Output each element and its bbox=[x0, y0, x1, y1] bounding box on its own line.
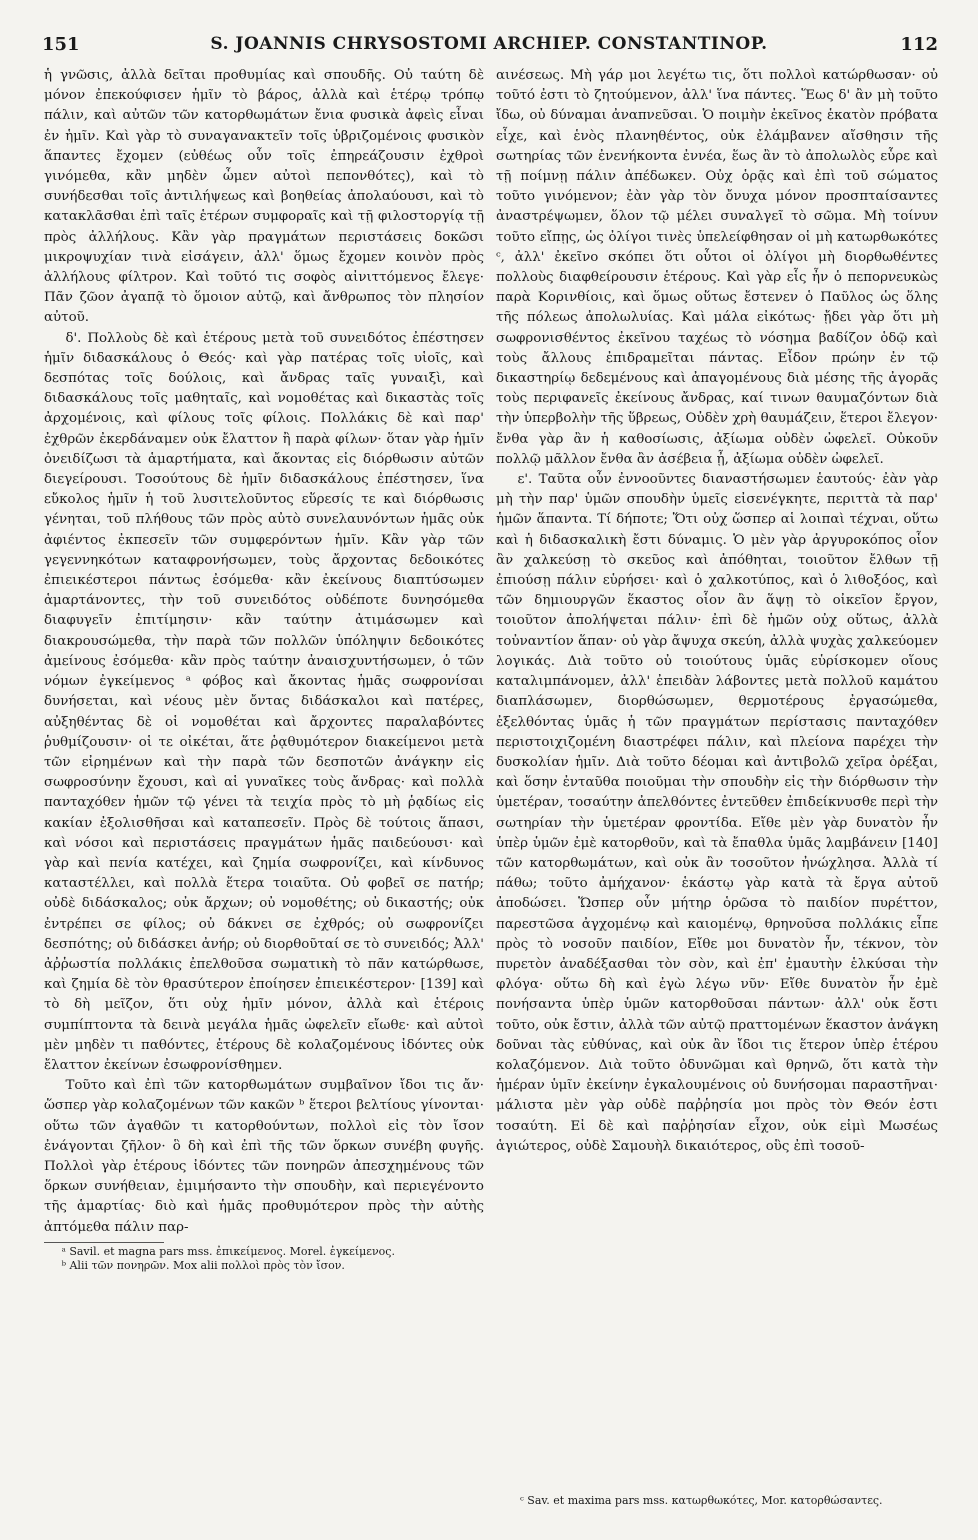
running-header bbox=[0, 34, 978, 60]
page-number-right: 112 bbox=[900, 34, 938, 55]
page-number-left: 151 bbox=[42, 34, 80, 55]
footnote-right bbox=[520, 1494, 940, 1508]
paragraph: δ'. Πολλοὺς δὲ καὶ ἑτέρους μετὰ τοῦ συνειδότος ἐπέστησεν ἡμῖν διδασκάλους ὁ Θεός· καὶ γὰρ πατέρας τοῖς υἱοῖς, καὶ δεσπότας τοῖς δούλοις, καὶ ἄνδρας ταῖς γυναιξὶ, καὶ διδασκάλους τοῖς μαθηταῖς, καὶ νομοθέτας καὶ δικαστὰς τοῖς ἀρχομένοις, καὶ φίλους τοῖς φίλοις. Πολλάκις δὲ καὶ παρ' ἐχθρῶν ἐκερδάναμεν οὐκ ἔλαττον ἢ παρὰ φίλων· ὅταν γὰρ ἡμῖν ὀνειδίζωσι τὰ ἁμαρτήματα, καὶ ἄκοντας εἰς διόρθωσιν αὐτῶν διεγείρουσι. Τοσούτους δὲ ἡμῖν διδασκάλους ἐπέστησεν, ἵνα εὔκολος ἡμῖν ἡ τοῦ λυσιτελοῦντος εὕρεσίς τε καὶ διόρθωσις γένηται, τοῦ πλήθους τῶν πρὸς αὐτὸ συνελαυνόντων ἡμᾶς οὐκ ἀφιέντος ἐκπεσεῖν τῶν συμφερόντων ἡμῖν. Κἂν γὰρ τῶν γεγεννηκότων καταφρονήσωμεν, τοὺς ἄρχοντας δεδοικότες ἐπιεικέστεροι πάντως ἐσόμεθα· κἂν ἐκείνους διαπτύσωμεν ἁμαρτάνοντες, τὴν τοῦ συνειδότος οὐδέποτε δυνησόμεθα διαφυγεῖν ἐπιτίμησιν· κἂν ταύτην ἀτιμάσωμεν καὶ διακρουσώμεθα, τὴν παρὰ τῶν πολλῶν ὑπόληψιν δεδοικότες ἀμείνους ἐσόμεθα· κἂν πρὸς ταύτην ἀναισχυντήσωμεν, ὁ τῶν νόμων ἐγκείμενος ᵃ φόβος καὶ ἄκοντας ἡμᾶς σωφρονίσαι δυνήσεται, καὶ νέους μὲν ὄντας διδάσκαλοι καὶ πατέρες, αὐξηθέντας δὲ οἱ νομοθέται καὶ ἄρχοντες παραλαβόντες ῥυθμίζουσιν· οἱ τε οἰκέται, ἅτε ῥᾳθυμότερον διακείμενοι μετὰ τῶν εἰρημένων καὶ τὴν παρὰ τῶν δεσποτῶν ἀνάγκην εἰς σωφροσύνην ἔχουσι, καὶ αἱ γυναῖκες τοὺς ἄνδρας· καὶ πολλὰ πανταχόθεν ἡμῶν τῷ γένει τὰ τειχία πρὸς τὸ μὴ ῥᾳδίως εἰς κακίαν ἐξολισθῆσαι καὶ καταπεσεῖν. Πρὸς δὲ τούτοις ἅπασι, καὶ νόσοι καὶ περιστάσεις πραγμάτων ἡμᾶς παιδεύουσι· καὶ γὰρ καὶ πενία κατέχει, καὶ ζημία σωφρονίζει, καὶ κίνδυνος καταστέλλει, καὶ πολλὰ ἕτερα τοιαῦτα. Οὐ φοβεῖ σε πατήρ; οὐδὲ διδάσκαλος; οὐκ ἄρχων; οὐ νομοθέτης; οὐ δικαστής; οὐκ ἐντρέπει σε φίλος; οὐ δάκνει σε ἐχθρός; οὐ σωφρονίζει δεσπότης; οὐ διδάσκει ἀνήρ; οὐ διορθοῦταί σε τὸ συνειδός; Ἀλλ' ἀῤῥωστία πολλάκις ἐπελθοῦσα σωματικὴ τὸ πᾶν κατώρθωσε, καὶ ζημία δὲ τὸν θρασύτερον ἐποίησεν ἐπιεικέστερον· [139] καὶ τὸ δὴ μεῖζον, ὅτι οὐχ ἡμῖν μόνον, ἀλλὰ καὶ ἑτέροις συμπίπτοντα τὰ δεινὰ μεγάλα ἡμᾶς ὠφελεῖν εἴωθε· καὶ αὐτοὶ μὲν μηδὲν τι παθόντες, ἑτέρους δὲ κολαζομένους ἰδόντες οὐκ ἔλαττον ἐκείνων ἐσωφρονίσθημεν. bbox=[44, 330, 484, 1073]
left-column bbox=[44, 66, 484, 1273]
running-title: S. JOANNIS CHRYSOSTOMI ARCHIEP. CONSTANTINOP. bbox=[210, 34, 768, 54]
paragraph: ἡ γνῶσις, ἀλλὰ δεῖται προθυμίας καὶ σπουδῆς. Οὐ ταύτη δὲ μόνον ἐπεκούφισεν ἡμῖν τὸ βάρος, ἀλλὰ καὶ ἑτέρῳ τρόπῳ πάλιν, καὶ αὐτῶν τῶν κατορθωμάτων ἔνια φυσικὰ ἀφεὶς εἶναι ἐν ἡμῖν. Καὶ γὰρ τὸ συναγανακτεῖν τοῖς ὑβριζομένοις φυσικὸν ἅπαντες ἔχομεν (εὐθέως οὖν τοῖς ἐπηρεάζουσιν ἐχθροὶ γινόμεθα, κἂν μηδὲν ὦμεν αὐτοὶ πεπονθότες), καὶ τὸ συνήδεσθαι τοῖς ἀντιλήψεως καὶ βοηθείας ἀπολαύουσι, καὶ τὸ κατακλᾶσθαι ἐπὶ ταῖς ἑτέρων συμφοραῖς καὶ τῇ φιλοστοργίᾳ τῇ πρὸς ἀλλήλους. Κἂν γὰρ πραγμάτων περιστάσεις δοκῶσι μικροψυχίαν τινὰ εἰσάγειν, ἀλλ' ὅμως ἔχομεν κοινὸν πρὸς ἀλλήλους φίλτρον. Καὶ τοῦτό τις σοφὸς αἰνιττόμενος ἔλεγε· Πᾶν ζῶον ἀγαπᾷ τὸ ὅμοιον αὐτῷ, καὶ ἄνθρωπος τὸν πλησίον αὐτοῦ. bbox=[44, 68, 484, 326]
paragraph: ε'. Ταῦτα οὖν ἐννοοῦντες διαναστήσωμεν ἑαυτούς· ἐὰν γὰρ μὴ τὴν παρ' ὑμῶν σπουδὴν ὑμεῖς εἰσενέγκητε, περιττὰ τὰ παρ' ἡμῶν ἅπαντα. Τί δήποτε; Ὅτι οὐχ ὥσπερ αἱ λοιπαὶ τέχναι, οὕτω καὶ ἡ διδασκαλικὴ ἔστι δύναμις. Ὁ μὲν γὰρ ἀργυροκόπος οἷον ἂν χαλκεύσῃ τὸ σκεῦος καὶ ἀπόθηται, τοιοῦτον ἔλθων τῇ ἐπιούσῃ πάλιν εὑρήσει· καὶ ὁ χαλκοτύπος, καὶ ὁ λιθοξόος, καὶ τῶν δημιουργῶν ἕκαστος οἷον ἂν ἅψῃ τὸ οἰκεῖον ἔργον, τοιοῦτον ἀπολήψεται πάλιν· ἐπὶ δὲ ἡμῶν οὐχ οὕτως, ἀλλὰ τοὐναντίον ἅπαν· οὐ γὰρ ἄψυχα σκεύη, ἀλλὰ ψυχὰς χαλκεύομεν λογικάς. Διὰ τοῦτο οὐ τοιούτους ὑμᾶς εὑρίσκομεν οἵους καταλιμπάνομεν, ἀλλ' ἐπειδὰν λάβοντες μετὰ πολλοῦ καμάτου διαπλάσωμεν, διορθώσωμεν, θερμοτέρους ἐργασώμεθα, ἐξελθόντας ὑμᾶς ἡ τῶν πραγμάτων περίστασις πανταχόθεν περιστοιχιζομένη διαστρέφει πάλιν, καὶ πλείονα παρέχει τὴν δυσκολίαν ἡμῖν. Διὰ τοῦτο δέομαι καὶ ἀντιβολῶ χεῖρα ὀρέξαι, καὶ ὅσην ἐνταῦθα ποιοῦμαι τὴν σπουδὴν εἰς τὴν διόρθωσιν τὴν ὑμετέραν, τοσαύτην ἀπελθόντες ἐντεῦθεν ἐπιδείκνυσθε περὶ τὴν σωτηρίαν τὴν ὑμετέραν φροντίδα. Εἴθε μὲν γὰρ δυνατὸν ἦν ὑπὲρ ὑμῶν ἐμὲ κατορθοῦν, καὶ τὰ ἔπαθλα ὑμᾶς λαμβάνειν [140] τῶν κατορθωμάτων, καὶ οὐκ ἂν τοσοῦτον ἠνώχλησα. Ἀλλὰ τί πάθω; τοῦτο ἀμήχανον· ἑκάστῳ γὰρ κατὰ τὰ ἔργα αὐτοῦ ἀποδώσει. Ὥσπερ οὖν μήτηρ ὁρῶσα τὸ παιδίον πυρέττον, παρεστῶσα ἀγχομένῳ καὶ καιομένῳ, θρηνοῦσα πολλάκις εἶπε πρὸς τὸ νοσοῦν παιδίον, Εἴθε μοι δυνατὸν ἦν, τέκνον, τὸν πυρετὸν ἀναδέξασθαι τὸν σὸν, καὶ ἐπ' ἐμαυτὴν ἑλκύσαι τὴν φλόγα· οὕτω δὴ καὶ ἐγὼ λέγω νῦν· Εἴθε δυνατὸν ἦν ἐμὲ πονήσαντα ὑπὲρ ὑμῶν κατορθοῦσαι πάντων· ἀλλ' οὐκ ἔστι τοῦτο, οὐκ ἔστιν, ἀλλὰ τῶν αὐτῷ πραττομένων ἕκαστον ἀνάγκη δοῦναι τὰς εὐθύνας, καὶ οὐκ ἂν ἴδοι τις ἕτερον ὑπὲρ ἑτέρου κολαζόμενον. Διὰ τοῦτο ὀδυνῶμαι καὶ θρηνῶ, ὅτι κατὰ τὴν ἡμέραν ὑμῖν ἐκείνην ἐγκαλουμένοις οὐ δυνήσομαι παραστῆναι· μάλιστα μὲν γὰρ οὐδὲ παῤῥησία μοι πρὸς τὸν Θεόν ἐστι τοσαύτη. Εἰ δὲ καὶ παῤῥησίαν εἶχον, οὐκ εἰμὶ Μωσέως ἁγιώτερος, οὐδὲ Σαμουὴλ δικαιότερος, οὓς ἐπὶ τοσοῦ- bbox=[496, 472, 938, 1154]
footnote-rule bbox=[44, 1242, 164, 1243]
paragraph: Τοῦτο καὶ ἐπὶ τῶν κατορθωμάτων συμβαῖνον ἴδοι τις ἄν· ὥσπερ γὰρ κολαζομένων τῶν κακῶν ᵇ ἕτεροι βελτίους γίνονται· οὕτω τῶν ἀγαθῶν τι κατορθούντων, πολλοὶ εἰς τὸν ἴσον ἐνάγονται ζῆλον· ὃ δὴ καὶ ἐπὶ τῆς τῶν ὅρκων συνέβη φυγῆς. Πολλοὶ γὰρ ἑτέρους ἰδόντες τῶν πονηρῶν ἀπεσχημένους τῶν ὅρκων συνήθειαν, ἐμιμήσαντο τὴν σπουδὴν, καὶ περιεγένοντο τῆς ἁμαρτίας· διὸ καὶ ἡμᾶς προθυμότερον πρὸς τὴν αὐτὴς ἀπτόμεθα πάλιν παρ- bbox=[44, 1078, 484, 1235]
footnote: ᵃ Savil. et magna pars mss. ἐπικείμενος. Morel. ἐγκείμενος. bbox=[61, 1244, 395, 1258]
footnote: ᵇ Alii τῶν πονηρῶν. Mox alii πολλοὶ πρὸς τὸν ἴσον. bbox=[61, 1258, 345, 1272]
footnote: ᶜ Sav. et maxima pars mss. κατωρθωκότες, Mor. κατορθώσαντες. bbox=[520, 1494, 883, 1507]
right-column bbox=[496, 66, 938, 1157]
paragraph: αινέσεως. Μὴ γάρ μοι λεγέτω τις, ὅτι πολλοὶ κατώρθωσαν· οὐ τοῦτό ἐστι τὸ ζητούμενον, ἀλλ' ἵνα πάντες. Ἕως δ' ἂν μὴ τοῦτο ἴδω, οὐ δύναμαι ἀναπνεῦσαι. Ὁ ποιμὴν ἐκεῖνος ἑκατὸν πρόβατα εἶχε, καὶ ἑνὸς πλανηθέντος, οὐκ ἐλάμβανεν αἴσθησιν τῆς σωτηρίας τῶν ἐνενήκοντα ἐννέα, ἕως ἂν τὸ ἀπολωλὸς εὗρε καὶ τῇ ποίμνῃ πάλιν ἀπέδωκεν. Οὐχ ὁρᾷς καὶ ἐπὶ τοῦ σώματος τοῦτο γινόμενον; ἐὰν γὰρ τὸν ὄνυχα μόνον προσπταίσαντες ἀναστρέψωμεν, ὅλον τῷ μέλει συναλγεῖ τὸ σῶμα. Μὴ τοίνυν τοῦτο εἴπῃς, ὡς ὀλίγοι τινὲς ὑπελείφθησαν οἱ μὴ κατωρθωκότες ᶜ, ἀλλ' ἐκεῖνο σκόπει ὅτι οὗτοι οἱ ὀλίγοι μὴ διορθωθέντες πολλοὺς διαφθείρουσιν ἑτέρους. Καὶ γὰρ εἷς ἦν ὁ πεπορνευκὼς παρὰ Κορινθίοις, καὶ ὅμως οὕτως ἔστενεν ὁ Παῦλος ὡς ὅλης τῆς πόλεως ἀπολωλυίας. Καὶ μάλα εἰκότως· ᾔδει γὰρ ὅτι μὴ σωφρονισθέντος ἐκεῖνου ταχέως τὸ νόσημα βαδίζον ὁδῷ καὶ τοὺς ἄλλους ἐπιδραμεῖται πάντας. Εἶδον πρώην ἐν τῷ δικαστηρίῳ δεδεμένους καὶ ἀπαγομένους διὰ μέσης τῆς ἀγορᾶς τοὺς περιφανεῖς ἐκείνους ἄνδρας, καί τινων θαυμαζόντων διὰ τὴν ὑπερβολὴν τῆς ὕβρεως, Οὐδὲν χρὴ θαυμάζειν, ἕτεροι ἔλεγον· ἔνθα γὰρ ἂν ἡ καθοσίωσις, ἀξίωμα οὐδὲν ὠφελεῖ. Οὐκοῦν πολλῷ μᾶλλον ἔνθα ἂν ἀσέβεια ᾖ, ἀξίωμα οὐδὲν ὠφελεῖ. bbox=[496, 68, 938, 467]
